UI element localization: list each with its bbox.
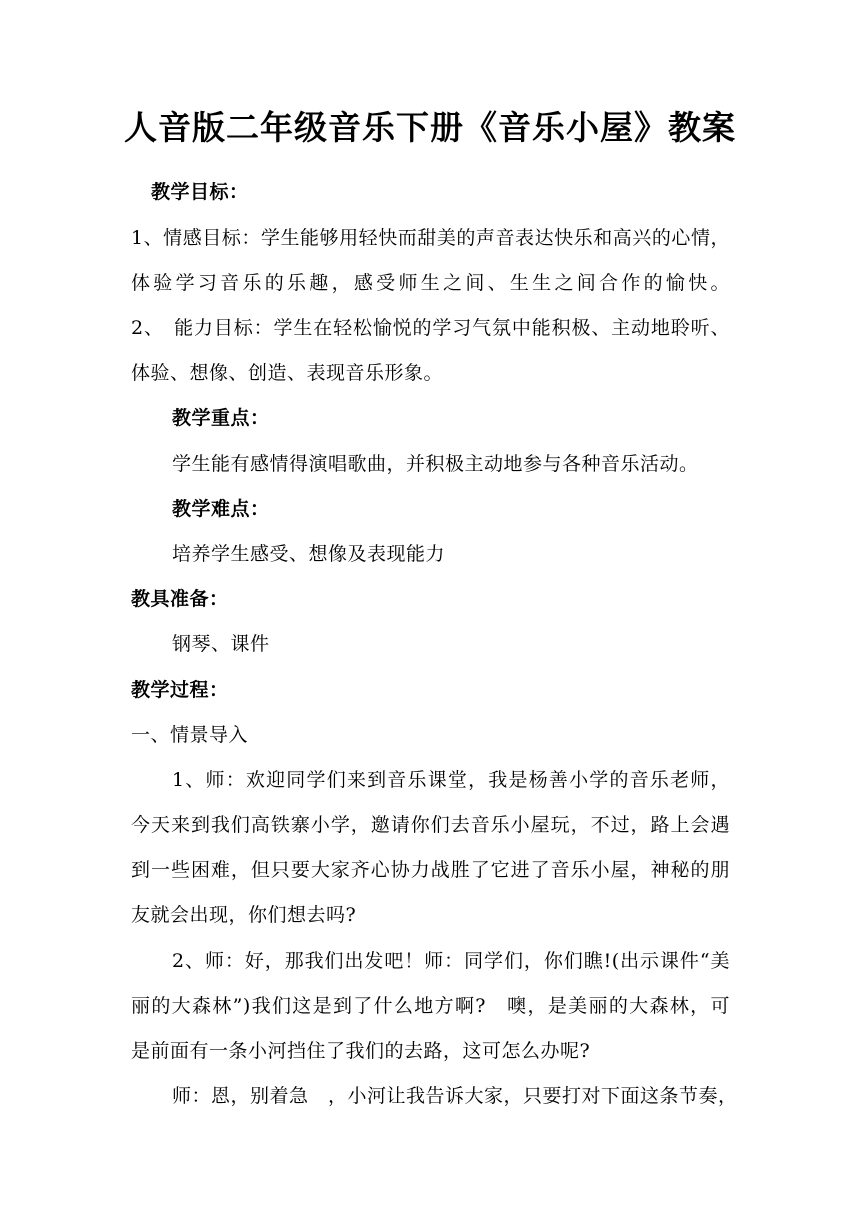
heading-process: 教学过程： — [131, 679, 229, 701]
materials-text: 钢琴、课件 — [172, 633, 270, 655]
paragraph-3-line-1: 师：恩，别着急 ，小河让我告诉大家，只要打对下面这条节奏， — [172, 1085, 738, 1107]
heading-materials: 教具准备： — [131, 588, 229, 610]
key-points-text: 学生能有感情得演唱歌曲，并积极主动地参与各种音乐活动。 — [172, 453, 699, 475]
heading-teaching-objectives: 教学目标： — [151, 181, 249, 203]
objective-2-line-2: 体验、想像、创造、表现音乐形象。 — [131, 362, 444, 384]
paragraph-2-line-1: 2、师：好，那我们出发吧！师：同学们，你们瞧!(出示课件“美 — [172, 950, 730, 972]
heading-key-points: 教学重点： — [172, 407, 270, 429]
paragraph-1-line-1: 1、师：欢迎同学们来到音乐课堂，我是杨善小学的音乐老师， — [172, 769, 730, 791]
paragraph-1-line-3: 到一些困难，但只要大家齐心协力战胜了它进了音乐小屋，神秘的朋 — [131, 859, 730, 881]
objective-1-line-1: 1、情感目标：学生能够用轻快而甜美的声音表达快乐和高兴的心情， — [131, 227, 730, 249]
difficulties-text: 培养学生感受、想像及表现能力 — [172, 543, 446, 565]
section-intro-heading: 一、情景导入 — [131, 724, 249, 746]
paragraph-2-line-2: 丽的大森林”)我们这是到了什么地方啊? 噢，是美丽的大森林，可 — [131, 995, 730, 1017]
heading-difficulties: 教学难点： — [172, 498, 270, 520]
objective-1-line-2: 体验学习音乐的乐趣，感受师生之间、生生之间合作的愉快。 — [131, 272, 730, 294]
document-title: 人音版二年级音乐下册《音乐小屋》教案 — [124, 108, 736, 147]
paragraph-1-line-4: 友就会出现，你们想去吗? — [131, 904, 357, 926]
paragraph-2-line-3: 是前面有一条小河挡住了我们的去路，这可怎么办呢? — [131, 1040, 591, 1062]
paragraph-1-line-2: 今天来到我们高铁寨小学，邀请你们去音乐小屋玩，不过，路上会遇 — [131, 814, 730, 836]
objective-2-line-1: 2、 能力目标：学生在轻松愉悦的学习气氛中能积极、主动地聆听、 — [131, 317, 730, 339]
